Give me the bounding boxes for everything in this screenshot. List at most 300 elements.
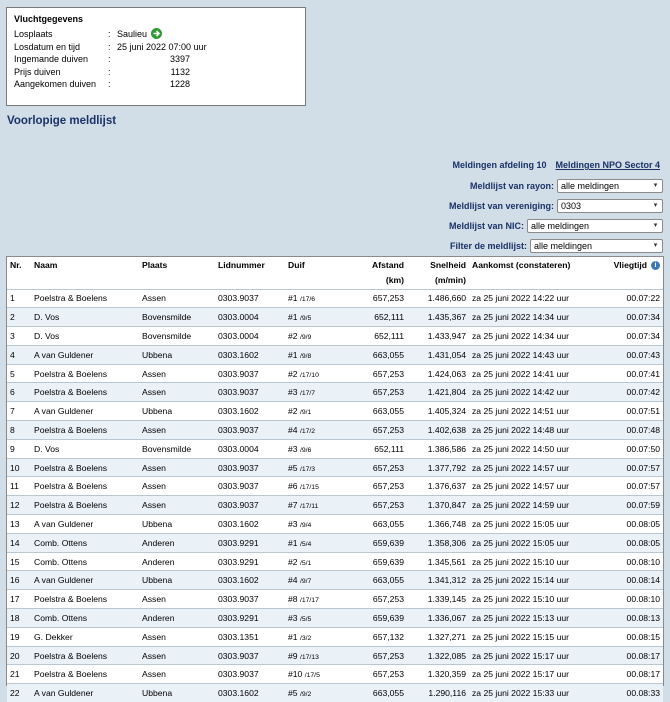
duif-ring-suffix: /17/7 <box>299 390 316 398</box>
cell-snelheid: 1.358,306 <box>407 533 469 552</box>
meldlijst-table <box>7 257 663 702</box>
cell-afstand: 657,253 <box>343 646 407 665</box>
info-label: Aangekomen duiven <box>14 79 97 89</box>
cell-plaats: Assen <box>139 665 215 684</box>
cell-vliegtijd: 00.07:42 <box>577 383 663 402</box>
select-value: alle meldingen <box>561 181 620 191</box>
duif-ring-suffix: /5/5 <box>299 615 312 623</box>
table-row <box>7 590 663 609</box>
duif-ring-suffix: /17/6 <box>299 296 316 304</box>
rayon-select[interactable] <box>557 179 663 193</box>
cell-aankomst: za 25 juni 2022 14:43 uur <box>469 345 577 364</box>
cell-aankomst: za 25 juni 2022 15:05 uur <box>469 533 577 552</box>
cell-aankomst: za 25 juni 2022 15:14 uur <box>469 571 577 590</box>
col-header-nr: Nr. <box>10 260 22 270</box>
cell-snelheid: 1.290,116 <box>407 684 469 702</box>
duif-ring-suffix: /17/5 <box>304 672 320 680</box>
table-row <box>7 383 663 402</box>
table-row <box>7 289 663 308</box>
duif-ring-suffix: /5/1 <box>299 559 312 567</box>
col-header-snelheid <box>407 257 469 289</box>
duif-ring-suffix: /9/4 <box>299 521 312 529</box>
duif-number: #3 <box>288 612 298 623</box>
duif-number: #8 <box>288 594 298 605</box>
cell-aankomst: za 25 juni 2022 14:34 uur <box>469 308 577 327</box>
cell-nr: 14 <box>7 533 31 552</box>
cell-snelheid: 1.377,792 <box>407 458 469 477</box>
cell-naam: Poelstra & Boelens <box>31 364 139 383</box>
col-header-vliegtijd <box>577 257 663 289</box>
cell-nr: 12 <box>7 496 31 515</box>
cell-lidnummer: 0303.9037 <box>215 458 285 477</box>
select-value: alle meldingen <box>531 221 590 231</box>
cell-naam: A van Guldener <box>31 402 139 421</box>
cell-naam: Poelstra & Boelens <box>31 590 139 609</box>
cell-afstand: 663,055 <box>343 571 407 590</box>
duif-number: #7 <box>288 500 298 511</box>
info-colon: : <box>108 54 111 64</box>
filter-label: Meldlijst van NIC: <box>448 221 524 231</box>
cell-duif <box>285 684 343 702</box>
info-value: 1228 <box>169 79 190 89</box>
cell-nr: 3 <box>7 327 31 346</box>
table-row <box>7 496 663 515</box>
cell-plaats: Assen <box>139 496 215 515</box>
duif-number: #1 <box>288 293 298 304</box>
meldlijst-filter-select[interactable] <box>530 239 663 253</box>
cell-vliegtijd: 00.08:17 <box>577 646 663 665</box>
cell-lidnummer: 0303.1351 <box>215 627 285 646</box>
cell-vliegtijd: 00.08:15 <box>577 627 663 646</box>
duif-ring-suffix: /9/5 <box>299 315 312 323</box>
cell-afstand: 663,055 <box>343 515 407 534</box>
duif-ring-suffix: /5/4 <box>299 540 312 548</box>
cell-vliegtijd: 00.08:05 <box>577 515 663 534</box>
cell-naam: Comb. Ottens <box>31 552 139 571</box>
col-header-lidnummer: Lidnummer <box>218 260 265 270</box>
info-value <box>117 28 162 41</box>
cell-snelheid: 1.402,638 <box>407 421 469 440</box>
duif-number: #2 <box>288 406 298 417</box>
afstand-unit: (km) <box>385 275 404 285</box>
cell-afstand: 657,253 <box>343 477 407 496</box>
cell-snelheid: 1.366,748 <box>407 515 469 534</box>
cell-lidnummer: 0303.9291 <box>215 552 285 571</box>
cell-aankomst: za 25 juni 2022 14:41 uur <box>469 364 577 383</box>
info-row-prijs <box>14 66 305 79</box>
cell-plaats: Assen <box>139 458 215 477</box>
cell-snelheid: 1.322,085 <box>407 646 469 665</box>
table-row <box>7 364 663 383</box>
duif-ring-suffix: /9/9 <box>299 333 312 341</box>
flight-info-title: Vluchtgegevens <box>14 14 84 24</box>
duif-number: #4 <box>288 424 298 435</box>
cell-afstand: 652,111 <box>343 327 407 346</box>
cell-afstand: 657,253 <box>343 289 407 308</box>
cell-naam: Poelstra & Boelens <box>31 477 139 496</box>
cell-vliegtijd: 00.08:05 <box>577 533 663 552</box>
cell-duif <box>285 364 343 383</box>
cell-aankomst: za 25 juni 2022 15:17 uur <box>469 646 577 665</box>
cell-duif <box>285 439 343 458</box>
cell-nr: 5 <box>7 364 31 383</box>
cell-nr: 16 <box>7 571 31 590</box>
table-row <box>7 477 663 496</box>
cell-vliegtijd: 00.07:57 <box>577 458 663 477</box>
duif-number: #1 <box>288 537 298 548</box>
filter-meldlijst <box>450 239 663 253</box>
cell-afstand: 652,111 <box>343 308 407 327</box>
cell-duif <box>285 402 343 421</box>
cell-plaats: Anderen <box>139 552 215 571</box>
cell-aankomst: za 25 juni 2022 14:34 uur <box>469 327 577 346</box>
cell-aankomst: za 25 juni 2022 14:51 uur <box>469 402 577 421</box>
cell-lidnummer: 0303.1602 <box>215 571 285 590</box>
cell-aankomst: za 25 juni 2022 14:57 uur <box>469 458 577 477</box>
duif-number: #2 <box>288 368 298 379</box>
cell-afstand: 659,639 <box>343 552 407 571</box>
info-colon: : <box>108 29 111 39</box>
cell-vliegtijd: 00.08:13 <box>577 609 663 628</box>
table-row <box>7 665 663 684</box>
cell-afstand: 657,253 <box>343 458 407 477</box>
filter-vereniging <box>449 199 663 213</box>
duif-ring-suffix: /17/17 <box>299 597 319 605</box>
cell-plaats: Assen <box>139 364 215 383</box>
cell-naam: Poelstra & Boelens <box>31 458 139 477</box>
cell-lidnummer: 0303.9037 <box>215 665 285 684</box>
cell-aankomst: za 25 juni 2022 15:15 uur <box>469 627 577 646</box>
cell-afstand: 657,253 <box>343 421 407 440</box>
duif-number: #2 <box>288 556 298 567</box>
cell-plaats: Ubbena <box>139 684 215 702</box>
table-header-row <box>7 257 663 289</box>
cell-nr: 6 <box>7 383 31 402</box>
cell-aankomst: za 25 juni 2022 15:17 uur <box>469 665 577 684</box>
duif-ring-suffix: /9/6 <box>299 446 312 454</box>
cell-lidnummer: 0303.9037 <box>215 477 285 496</box>
cell-snelheid: 1.336,067 <box>407 609 469 628</box>
cell-vliegtijd: 00.07:51 <box>577 402 663 421</box>
table-row <box>7 533 663 552</box>
cell-aankomst: za 25 juni 2022 15:05 uur <box>469 515 577 534</box>
duif-number: #6 <box>288 481 298 492</box>
duif-ring-suffix: /3/2 <box>299 634 312 642</box>
cell-afstand: 657,253 <box>343 665 407 684</box>
afdeling-link[interactable]: Meldingen afdeling 10 <box>452 160 547 170</box>
cell-duif <box>285 383 343 402</box>
cell-snelheid: 1.435,367 <box>407 308 469 327</box>
cell-vliegtijd: 00.07:22 <box>577 289 663 308</box>
cell-vliegtijd: 00.07:41 <box>577 364 663 383</box>
info-colon: : <box>108 66 111 77</box>
cell-naam: A van Guldener <box>31 515 139 534</box>
cell-duif <box>285 327 343 346</box>
cell-vliegtijd: 00.08:14 <box>577 571 663 590</box>
cell-naam: D. Vos <box>31 308 139 327</box>
cell-vliegtijd: 00.08:33 <box>577 684 663 702</box>
cell-afstand: 657,253 <box>343 496 407 515</box>
duif-ring-suffix: /9/7 <box>299 578 312 586</box>
cell-afstand: 657,253 <box>343 383 407 402</box>
cell-plaats: Assen <box>139 421 215 440</box>
info-label: Losplaats <box>14 29 53 39</box>
table-row <box>7 571 663 590</box>
cell-plaats: Assen <box>139 590 215 609</box>
info-value: 3397 <box>169 54 190 64</box>
cell-vliegtijd: 00.08:10 <box>577 552 663 571</box>
info-row-ingemande <box>14 53 305 66</box>
cell-lidnummer: 0303.1602 <box>215 345 285 364</box>
duif-ring-suffix: /9/8 <box>299 352 312 360</box>
cell-plaats: Assen <box>139 646 215 665</box>
cell-vliegtijd: 00.08:10 <box>577 590 663 609</box>
table-row <box>7 627 663 646</box>
cell-nr: 13 <box>7 515 31 534</box>
col-header-plaats: Plaats <box>142 260 168 270</box>
meldingen-links <box>452 160 660 170</box>
cell-aankomst: za 25 juni 2022 14:42 uur <box>469 383 577 402</box>
cell-duif <box>285 627 343 646</box>
cell-afstand: 663,055 <box>343 345 407 364</box>
cell-duif <box>285 458 343 477</box>
cell-snelheid: 1.386,586 <box>407 439 469 458</box>
table-row <box>7 552 663 571</box>
cell-plaats: Anderen <box>139 609 215 628</box>
flight-info-panel <box>6 7 306 106</box>
duif-number: #1 <box>288 312 298 323</box>
filter-rayon <box>470 179 663 193</box>
cell-naam: Poelstra & Boelens <box>31 665 139 684</box>
cell-vliegtijd: 00.07:59 <box>577 496 663 515</box>
duif-ring-suffix: /17/13 <box>299 653 319 661</box>
cell-snelheid: 1.433,947 <box>407 327 469 346</box>
cell-aankomst: za 25 juni 2022 15:33 uur <box>469 684 577 702</box>
cell-naam: Poelstra & Boelens <box>31 289 139 308</box>
cell-vliegtijd: 00.07:34 <box>577 308 663 327</box>
cell-naam: A van Guldener <box>31 345 139 364</box>
duif-number: #3 <box>288 387 298 398</box>
cell-afstand: 657,253 <box>343 590 407 609</box>
cell-nr: 7 <box>7 402 31 421</box>
cell-snelheid: 1.339,145 <box>407 590 469 609</box>
cell-naam: G. Dekker <box>31 627 139 646</box>
cell-aankomst: za 25 juni 2022 14:59 uur <box>469 496 577 515</box>
duif-number: #10 <box>288 669 303 680</box>
cell-snelheid: 1.341,312 <box>407 571 469 590</box>
cell-afstand: 652,111 <box>343 439 407 458</box>
cell-nr: 20 <box>7 646 31 665</box>
cell-snelheid: 1.320,359 <box>407 665 469 684</box>
cell-snelheid: 1.431,054 <box>407 345 469 364</box>
cell-lidnummer: 0303.9037 <box>215 383 285 402</box>
cell-snelheid: 1.376,637 <box>407 477 469 496</box>
select-value: alle meldingen <box>534 241 593 251</box>
chevron-down-icon: ▾ <box>653 202 658 209</box>
cell-plaats: Ubbena <box>139 345 215 364</box>
cell-plaats: Ubbena <box>139 402 215 421</box>
cell-vliegtijd: 00.07:43 <box>577 345 663 364</box>
col-header-naam: Naam <box>34 260 58 270</box>
cell-afstand: 659,639 <box>343 609 407 628</box>
cell-plaats: Ubbena <box>139 515 215 534</box>
cell-nr: 1 <box>7 289 31 308</box>
cell-snelheid: 1.405,324 <box>407 402 469 421</box>
cell-snelheid: 1.345,561 <box>407 552 469 571</box>
snelheid-label: Snelheid <box>430 260 466 270</box>
vliegtijd-label: Vliegtijd <box>613 260 647 270</box>
duif-ring-suffix: /17/11 <box>299 503 319 511</box>
col-header-duif: Duif <box>288 260 305 270</box>
cell-afstand: 663,055 <box>343 684 407 702</box>
col-header-aankomst: Aankomst (constateren) <box>472 260 571 270</box>
cell-aankomst: za 25 juni 2022 14:48 uur <box>469 421 577 440</box>
table-row <box>7 402 663 421</box>
cell-vliegtijd: 00.07:48 <box>577 421 663 440</box>
cell-lidnummer: 0303.9037 <box>215 590 285 609</box>
cell-snelheid: 1.424,063 <box>407 364 469 383</box>
cell-naam: Poelstra & Boelens <box>31 496 139 515</box>
duif-number: #5 <box>288 462 298 473</box>
table-row <box>7 684 663 702</box>
cell-aankomst: za 25 juni 2022 14:50 uur <box>469 439 577 458</box>
cell-plaats: Assen <box>139 627 215 646</box>
filter-label: Filter de meldlijst: <box>449 241 527 251</box>
info-label: Losdatum en tijd <box>14 41 81 52</box>
green-arrow-icon[interactable] <box>151 28 162 39</box>
cell-lidnummer: 0303.9037 <box>215 496 285 515</box>
cell-plaats: Bovensmilde <box>139 308 215 327</box>
cell-naam: D. Vos <box>31 439 139 458</box>
cell-vliegtijd: 00.07:57 <box>577 477 663 496</box>
cell-plaats: Assen <box>139 289 215 308</box>
duif-number: #9 <box>288 650 298 661</box>
cell-duif <box>285 345 343 364</box>
info-colon: : <box>108 79 111 89</box>
cell-duif <box>285 515 343 534</box>
cell-afstand: 659,639 <box>343 533 407 552</box>
filter-label: Meldlijst van rayon: <box>469 181 554 191</box>
cell-lidnummer: 0303.9291 <box>215 609 285 628</box>
table-row <box>7 515 663 534</box>
cell-afstand: 657,132 <box>343 627 407 646</box>
cell-duif <box>285 421 343 440</box>
table-row <box>7 439 663 458</box>
duif-ring-suffix: /9/2 <box>299 691 312 699</box>
info-label: Prijs duiven <box>14 66 61 77</box>
cell-aankomst: za 25 juni 2022 15:10 uur <box>469 590 577 609</box>
cell-aankomst: za 25 juni 2022 14:57 uur <box>469 477 577 496</box>
cell-afstand: 657,253 <box>343 364 407 383</box>
cell-nr: 17 <box>7 590 31 609</box>
cell-duif <box>285 552 343 571</box>
filter-label: Meldlijst van vereniging: <box>448 201 554 211</box>
cell-vliegtijd: 00.08:17 <box>577 665 663 684</box>
cell-snelheid: 1.327,271 <box>407 627 469 646</box>
cell-nr: 21 <box>7 665 31 684</box>
info-icon[interactable]: i <box>651 261 660 270</box>
afstand-label: Afstand <box>372 260 404 270</box>
cell-duif <box>285 496 343 515</box>
chevron-down-icon: ▾ <box>653 182 658 189</box>
duif-number: #1 <box>288 631 298 642</box>
cell-lidnummer: 0303.1602 <box>215 515 285 534</box>
cell-naam: Poelstra & Boelens <box>31 383 139 402</box>
cell-naam: Comb. Ottens <box>31 533 139 552</box>
nic-select[interactable] <box>527 219 663 233</box>
info-value: 25 juni 2022 07:00 uur <box>117 41 207 52</box>
chevron-down-icon: ▾ <box>653 242 658 249</box>
cell-lidnummer: 0303.0004 <box>215 327 285 346</box>
meldlijst-table-container <box>6 256 664 699</box>
cell-lidnummer: 0303.0004 <box>215 308 285 327</box>
table-row <box>7 345 663 364</box>
info-row-aangekomen <box>14 78 305 91</box>
duif-ring-suffix: /17/15 <box>299 484 319 492</box>
cell-snelheid: 1.421,804 <box>407 383 469 402</box>
cell-nr: 11 <box>7 477 31 496</box>
page-title: Voorlopige meldlijst <box>7 115 117 127</box>
chevron-down-icon: ▾ <box>653 222 658 229</box>
cell-duif <box>285 665 343 684</box>
table-row <box>7 308 663 327</box>
cell-nr: 2 <box>7 308 31 327</box>
npo-sector-link[interactable]: Meldingen NPO Sector 4 <box>555 160 660 170</box>
cell-naam: A van Guldener <box>31 571 139 590</box>
table-row <box>7 327 663 346</box>
cell-plaats: Bovensmilde <box>139 439 215 458</box>
duif-number: #4 <box>288 575 298 586</box>
cell-duif <box>285 646 343 665</box>
cell-plaats: Assen <box>139 477 215 496</box>
cell-aankomst: za 25 juni 2022 15:10 uur <box>469 552 577 571</box>
cell-nr: 4 <box>7 345 31 364</box>
duif-ring-suffix: /9/1 <box>299 409 312 417</box>
cell-aankomst: za 25 juni 2022 15:13 uur <box>469 609 577 628</box>
table-row <box>7 421 663 440</box>
cell-snelheid: 1.370,847 <box>407 496 469 515</box>
cell-lidnummer: 0303.9037 <box>215 421 285 440</box>
cell-duif <box>285 533 343 552</box>
cell-naam: Poelstra & Boelens <box>31 646 139 665</box>
cell-duif <box>285 477 343 496</box>
cell-afstand: 663,055 <box>343 402 407 421</box>
table-row <box>7 609 663 628</box>
cell-duif <box>285 590 343 609</box>
cell-nr: 22 <box>7 684 31 702</box>
duif-number: #2 <box>288 330 298 341</box>
table-row <box>7 646 663 665</box>
select-value: 0303 <box>561 201 582 211</box>
cell-nr: 9 <box>7 439 31 458</box>
cell-nr: 18 <box>7 609 31 628</box>
duif-number: #3 <box>288 518 298 529</box>
vereniging-select[interactable] <box>557 199 663 213</box>
cell-naam: Comb. Ottens <box>31 609 139 628</box>
cell-plaats: Assen <box>139 383 215 402</box>
cell-duif <box>285 609 343 628</box>
cell-lidnummer: 0303.0004 <box>215 439 285 458</box>
cell-naam: A van Guldener <box>31 684 139 702</box>
cell-nr: 10 <box>7 458 31 477</box>
duif-number: #3 <box>288 443 298 454</box>
duif-ring-suffix: /17/10 <box>299 371 319 379</box>
snelheid-unit: (m/min) <box>434 275 466 285</box>
info-value: 1132 <box>170 66 190 77</box>
info-row-losplaats <box>14 28 305 41</box>
cell-aankomst: za 25 juni 2022 14:22 uur <box>469 289 577 308</box>
table-row <box>7 458 663 477</box>
